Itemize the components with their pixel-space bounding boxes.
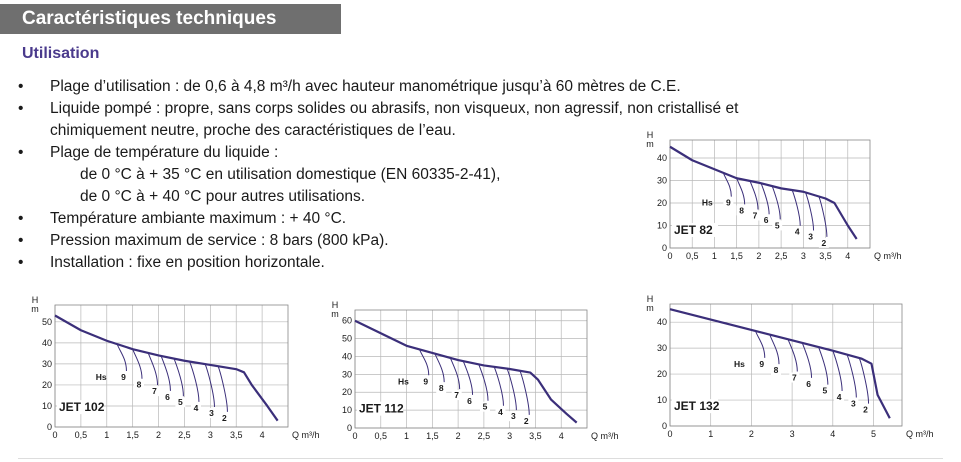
suction-curve [117, 344, 126, 371]
suction-curve [463, 361, 472, 395]
pump-curve-chart [640, 130, 930, 273]
y-tick-label: 30 [41, 358, 52, 369]
hs-value-label: 5 [822, 385, 828, 396]
hs-value-label: 9 [759, 358, 765, 369]
hs-value-label: 3 [209, 408, 214, 419]
y-tick-label: 0 [46, 422, 52, 432]
hs-value-label: 6 [806, 378, 811, 389]
hs-value-label: 9 [121, 371, 126, 382]
suction-curve [507, 369, 516, 411]
suction-curve [479, 364, 488, 400]
y-axis-unit: m [646, 303, 654, 313]
hs-value-label: 3 [511, 411, 516, 422]
y-tick-label: 50 [341, 333, 352, 344]
hs-label: Hs [398, 376, 409, 387]
x-tick-label: 3 [789, 429, 795, 439]
y-tick-label: 40 [341, 351, 352, 362]
y-tick-label: 40 [656, 317, 667, 328]
hs-value-label: 5 [774, 220, 780, 231]
spec-text: Plage de température du liquide : [50, 144, 279, 161]
bullet: • [18, 78, 24, 95]
suction-curve [161, 356, 170, 391]
x-tick-label: 0 [667, 251, 673, 261]
hs-value-label: 2 [821, 237, 827, 248]
x-tick-label: 3,5 [229, 430, 243, 440]
hs-value-label: 8 [739, 205, 745, 216]
y-tick-label: 20 [41, 379, 52, 390]
y-tick-label: 40 [656, 153, 667, 163]
bullet: • [18, 100, 24, 117]
x-tick-label: 4 [830, 429, 836, 439]
y-axis-unit: m [331, 309, 339, 319]
suction-curve [788, 339, 797, 371]
x-tick-label: 2 [455, 431, 461, 441]
hs-label: Hs [701, 197, 713, 208]
x-tick-label: 4 [259, 430, 265, 440]
suction-curve [859, 358, 868, 404]
hs-value-label: 4 [794, 226, 800, 237]
spec-text: Plage d’utilisation : de 0,6 à 4,8 m³/h avec hauteur manométrique jusqu’à 60 mètres de C.E. [50, 78, 681, 95]
spec-text: de 0 °C à + 40 °C pour autres utilisations. [80, 188, 366, 205]
y-tick-label: 40 [41, 337, 52, 348]
suction-curve [750, 181, 758, 210]
model-label: JET 102 [59, 400, 105, 415]
hs-value-label: 2 [523, 415, 529, 426]
x-tick-label: 2,5 [178, 430, 191, 440]
hs-value-label: 4 [498, 406, 503, 417]
x-tick-label: 2 [756, 251, 762, 261]
y-axis-label: H [31, 295, 39, 305]
x-tick-label: 0 [352, 431, 358, 441]
spec-item [18, 76, 858, 98]
suction-curve [770, 335, 779, 365]
hs-value-label: 7 [152, 386, 157, 397]
x-tick-label: 1 [404, 431, 410, 441]
hs-value-label: 9 [725, 197, 731, 208]
x-tick-label: 2,5 [477, 431, 491, 441]
hs-value-label: 6 [467, 395, 472, 406]
x-axis-label: Q m³/h [591, 431, 619, 441]
suction-curve [435, 354, 444, 383]
suction-curve [737, 178, 745, 204]
y-axis-label: H [646, 294, 654, 304]
x-axis-label: Q m³/h [906, 429, 934, 439]
x-tick-label: 3 [507, 431, 513, 441]
y-axis-label: H [331, 300, 339, 310]
x-tick-label: 3 [800, 251, 806, 261]
hs-value-label: 8 [438, 383, 444, 394]
spec-text: Pression maximum de service : 8 bars (800 kPa). [50, 232, 389, 249]
spec-text: chimiquement neutre, proche des caractéristiques de l’eau. [50, 122, 456, 139]
suction-curve [419, 349, 428, 375]
suction-curve [847, 355, 856, 398]
y-tick-label: 30 [341, 369, 352, 380]
x-tick-label: 0,5 [374, 431, 388, 441]
hs-label: Hs [95, 371, 107, 382]
y-tick-label: 50 [41, 316, 52, 327]
y-tick-label: 10 [41, 400, 52, 411]
x-tick-label: 3,5 [819, 251, 832, 261]
pump-curve-chart [640, 294, 934, 445]
y-tick-label: 0 [661, 421, 667, 431]
hs-value-label: 8 [136, 379, 142, 390]
y-axis-unit: m [31, 304, 39, 314]
hs-value-label: 5 [482, 401, 488, 412]
bullet: • [18, 144, 24, 161]
x-tick-label: 3 [207, 430, 213, 440]
suction-curve [761, 183, 769, 214]
y-axis-unit: m [646, 139, 654, 149]
hs-value-label: 9 [423, 376, 429, 387]
pump-curve-chart [325, 300, 619, 450]
y-tick-label: 10 [341, 405, 352, 416]
y-tick-label: 10 [656, 395, 667, 406]
suction-curve [190, 362, 199, 402]
x-tick-label: 5 [871, 429, 877, 439]
hs-value-label: 8 [773, 365, 779, 376]
x-tick-label: 1 [104, 430, 110, 440]
y-tick-label: 10 [656, 220, 667, 231]
x-tick-label: 0,5 [74, 430, 88, 440]
spec-text: Liquide pompé : propre, sans corps solides ou abrasifs, non visqueux, non agressif, non cristallisé et [50, 100, 739, 117]
hs-value-label: 6 [763, 215, 769, 226]
bullet: • [18, 254, 24, 271]
x-tick-label: 4 [558, 431, 564, 441]
model-label: JET 112 [359, 401, 404, 416]
hs-label: Hs [734, 358, 745, 369]
model-label: JET 82 [674, 222, 713, 237]
suction-curve [755, 331, 764, 358]
suction-curve [148, 353, 157, 385]
subsection-title: Utilisation [22, 45, 100, 62]
y-tick-label: 0 [661, 243, 667, 253]
divider [18, 458, 943, 459]
x-tick-label: 1,5 [126, 430, 139, 440]
y-tick-label: 0 [346, 423, 352, 433]
x-tick-label: 1,5 [730, 251, 743, 261]
y-tick-label: 20 [656, 198, 667, 208]
spec-item [18, 98, 858, 120]
hs-value-label: 2 [222, 412, 227, 423]
spec-text: Température ambiante maximum : + 40 °C. [50, 210, 347, 227]
x-tick-label: 1,5 [426, 431, 439, 441]
suction-curve [494, 367, 503, 406]
x-tick-label: 2,5 [774, 251, 788, 261]
section-header-title: Caractéristiques techniques [22, 8, 277, 29]
spec-text: Installation : fixe en position horizontale. [50, 254, 325, 271]
chart-jet-102 [25, 295, 320, 447]
hs-value-label: 2 [863, 404, 868, 415]
suction-curve [819, 347, 828, 385]
x-tick-label: 1 [711, 251, 717, 261]
x-tick-label: 1 [708, 429, 714, 439]
section-header [0, 4, 341, 34]
hs-value-label: 7 [752, 210, 758, 221]
pump-curve-chart [25, 295, 320, 447]
hs-value-label: 5 [178, 397, 183, 408]
suction-curve [174, 359, 183, 397]
y-tick-label: 60 [341, 315, 352, 326]
x-tick-label: 2 [156, 430, 162, 440]
hs-value-label: 6 [165, 391, 170, 402]
suction-curve [520, 371, 529, 415]
x-tick-label: 3,5 [529, 431, 542, 441]
model-label: JET 132 [674, 399, 720, 414]
x-axis-label: Q m³/h [874, 251, 902, 261]
y-tick-label: 20 [656, 369, 667, 380]
chart-jet-132 [640, 294, 934, 445]
chart-jet-82 [640, 130, 930, 273]
suction-curve [218, 366, 227, 412]
hs-value-label: 7 [791, 372, 797, 383]
hs-value-label: 4 [193, 402, 199, 413]
suction-curve [205, 364, 214, 407]
hs-value-label: 4 [836, 391, 842, 402]
bullet: • [18, 232, 24, 249]
x-axis-label: Q m³/h [292, 430, 320, 440]
x-tick-label: 2 [748, 429, 754, 439]
x-tick-label: 0 [667, 429, 673, 439]
suction-curve [792, 190, 800, 226]
bullet: • [18, 210, 24, 227]
x-tick-label: 4 [845, 251, 851, 261]
hs-value-label: 3 [850, 398, 856, 409]
x-tick-label: 0 [52, 430, 58, 440]
hs-value-label: 7 [454, 390, 460, 401]
hs-value-label: 3 [808, 231, 813, 242]
y-tick-label: 20 [341, 387, 352, 398]
y-tick-label: 30 [656, 343, 667, 354]
suction-curve [806, 192, 814, 230]
y-tick-label: 30 [656, 175, 667, 186]
chart-jet-112 [325, 300, 619, 450]
spec-text: de 0 °C à + 35 °C en utilisation domestique (EN 60335-2-41), [80, 166, 501, 183]
x-tick-label: 0,5 [685, 251, 699, 261]
y-axis-label: H [646, 130, 654, 140]
suction-curve [833, 351, 842, 391]
